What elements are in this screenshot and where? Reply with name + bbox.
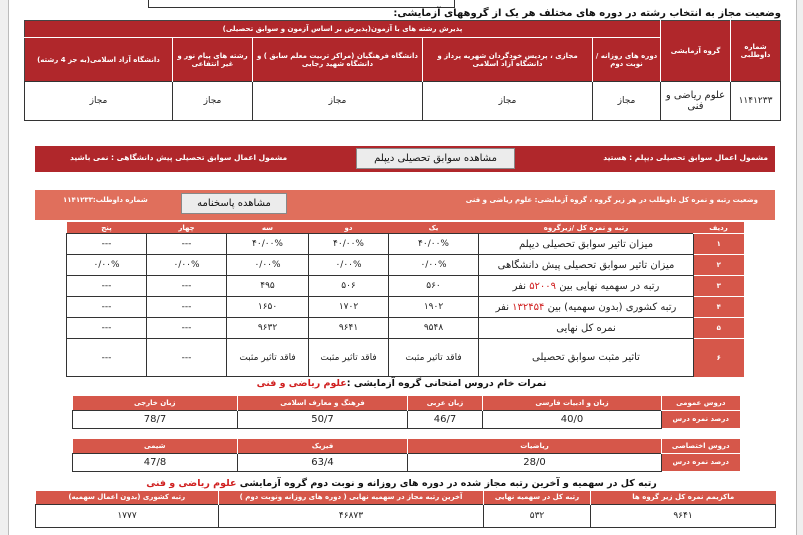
rank-header-1: یک — [389, 222, 479, 234]
header-code: شماره داوطلبی — [731, 21, 781, 82]
cell-daily: مجاز — [593, 82, 661, 121]
row-label — [479, 276, 694, 297]
row-label — [479, 297, 694, 318]
cell-farhangian: مجاز — [253, 82, 423, 121]
cell-payam-noor: مجاز — [173, 82, 253, 121]
rank-header-label: رتبه و نمره کل /زیرگروه — [479, 222, 694, 234]
row-value: --- — [147, 339, 227, 377]
row-value: --- — [67, 297, 147, 318]
row-label-post: نفر — [512, 280, 530, 292]
final-value: ۵۳۲ — [484, 504, 591, 527]
row-value: ۹۶۳۲ — [227, 318, 309, 339]
header-payam-noor: رشته های پیام نور و غیر انتفاعی — [173, 38, 253, 82]
percentage-label: درصد نمره درس — [662, 410, 740, 428]
row-number: ۶ — [694, 339, 744, 377]
row-value: ۹۶۴۱ — [309, 318, 389, 339]
final-value: ۹۶۴۱ — [591, 504, 776, 527]
general-courses-table — [72, 396, 739, 428]
rank-table — [66, 222, 743, 377]
row-value: --- — [67, 339, 147, 377]
final-header: آخرین رتبه مجاز در سهمیه نهایی ( دوره های روزانه ونوبت دوم ) — [219, 491, 484, 504]
row-value: --- — [147, 234, 227, 255]
subject-percent: 46/7 — [408, 410, 483, 428]
cell-group: علوم ریاضی و فنی — [661, 82, 731, 121]
rank-header-5: پنج — [67, 222, 147, 234]
final-value: ۱۷۷۷ — [36, 504, 219, 527]
row-value: ۵۰۶ — [309, 276, 389, 297]
table-row — [67, 297, 744, 318]
header-farhangian: دانشگاه فرهنگیان (مراکز تربیت معلم سابق ) و دانشگاه شهید رجایی — [253, 38, 423, 82]
subject-percent: 28/0 — [408, 453, 662, 471]
cell-azad: مجاز — [25, 82, 173, 121]
row-value: --- — [147, 318, 227, 339]
row-value: فاقد تاثیر مثبت — [389, 339, 479, 377]
table-row — [67, 234, 744, 255]
special-courses-table — [72, 439, 739, 471]
candidate-id-label: شماره داوطلب:۱۱۴۱۲۳۳ — [63, 196, 148, 204]
header-daily: دوره های روزانه / نوبت دوم — [593, 38, 661, 82]
row-label-pre: رتبه کشوری (بدون سهمیه) بین — [544, 301, 677, 313]
final-rank-title — [0, 478, 803, 489]
final-header: رتبه کشوری (بدون اعمال سهمیه) — [36, 491, 219, 504]
cell-virtual: مجاز — [423, 82, 593, 121]
row-value: --- — [147, 297, 227, 318]
view-answer-sheet-button[interactable]: مشاهده پاسخنامه — [181, 193, 287, 214]
subject-name: فرهنگ و معارف اسلامی — [238, 396, 408, 410]
row-value: ۰/۰۰% — [147, 255, 227, 276]
row-value: ۴۰/۰۰% — [389, 234, 479, 255]
rank-header-4: چهار — [147, 222, 227, 234]
final-value: ۴۶۸۷۳ — [219, 504, 484, 527]
row-value: ۴۰/۰۰% — [227, 234, 309, 255]
row-value: --- — [67, 234, 147, 255]
row-value: ۵۶۰ — [389, 276, 479, 297]
subject-percent: 40/0 — [483, 410, 662, 428]
row-label: نمره کل نهایی — [479, 318, 694, 339]
row-value: فاقد تاثیر مثبت — [227, 339, 309, 377]
row-value: ۱۹۰۲ — [389, 297, 479, 318]
header-azad: دانشگاه آزاد اسلامی(به جز 4 رشته) — [25, 38, 173, 82]
row-label: میزان تاثیر سوابق تحصیلی پیش دانشگاهی — [479, 255, 694, 276]
percentage-label: درصد نمره درس — [662, 453, 740, 471]
subject-name: فیزیک — [238, 439, 408, 453]
subject-percent: 63/4 — [238, 453, 408, 471]
row-value: ۰/۰۰% — [389, 255, 479, 276]
row-number: ۱ — [694, 234, 744, 255]
row-value: ۰/۰۰% — [309, 255, 389, 276]
row-value: --- — [67, 276, 147, 297]
view-diploma-records-button[interactable]: مشاهده سوابق تحصیلی دیپلم — [356, 148, 515, 169]
top-line: وضعیت مجاز به انتخاب رشته در دوره های مختلف هر یک از گروههای آزمایشی: — [393, 8, 781, 19]
general-courses-label: دروس عمومی — [662, 396, 740, 410]
row-label: تاثیر مثبت سوابق تحصیلی — [479, 339, 694, 377]
final-rank-title-text: رتبه کل در سهمیه و آخرین رتبه مجاز شده در دوره های روزانه و نوبت دوم گروه آزمایشی — [236, 478, 657, 489]
pre-university-records-label: مشمول اعمال سوابق تحصیلی پیش دانشگاهی : نمی باشید — [70, 153, 288, 162]
cell-code: ۱۱۴۱۲۳۳ — [731, 82, 781, 121]
row-label-post: نفر — [495, 301, 513, 313]
final-rank-table — [35, 491, 775, 527]
table-row — [67, 276, 744, 297]
subject-name: زبان عربی — [408, 396, 483, 410]
row-number: ۵ — [694, 318, 744, 339]
row-value: ۰/۰۰% — [227, 255, 309, 276]
row-label: میزان تاثیر سوابق تحصیلی دیپلم — [479, 234, 694, 255]
final-header: رتبه کل در سهمیه نهایی — [484, 491, 591, 504]
header-group: گروه آزمایشی — [661, 21, 731, 82]
row-value: --- — [147, 276, 227, 297]
table-row — [67, 339, 744, 377]
raw-scores-title — [0, 378, 803, 389]
row-value: ۴۹۵ — [227, 276, 309, 297]
row-value: ۰/۰۰% — [67, 255, 147, 276]
row-label-count: ۵۲۰۰۹ — [529, 280, 557, 292]
rank-section-header — [35, 190, 775, 220]
subject-name: زبان و ادبیات فارسی — [483, 396, 662, 410]
subject-name: شیمی — [73, 439, 238, 453]
final-header: ماکزیمم نمره کل زیر گروه ها — [591, 491, 776, 504]
rank-header-3: سه — [227, 222, 309, 234]
subject-name: ریاضیات — [408, 439, 662, 453]
special-courses-label: دروس اختصاصی — [662, 439, 740, 453]
row-number: ۲ — [694, 255, 744, 276]
row-number: ۴ — [694, 297, 744, 318]
subject-percent: 47/8 — [73, 453, 238, 471]
top-box — [148, 0, 455, 8]
rank-header-2: دو — [309, 222, 389, 234]
subject-percent: 78/7 — [73, 410, 238, 428]
row-value: --- — [67, 318, 147, 339]
subject-name: زبان خارجی — [73, 396, 238, 410]
row-label-pre: رتبه در سهمیه نهایی بین — [556, 280, 660, 292]
row-value: ۱۶۵۰ — [227, 297, 309, 318]
header-virtual: مجازی ، پردیس خودگردان شهریه پرداز و دانشگاه آزاد اسلامی — [423, 38, 593, 82]
diploma-records-label: مشمول اعمال سوابق تحصیلی دیپلم : هستید — [603, 153, 768, 162]
row-number: ۳ — [694, 276, 744, 297]
row-value: ۹۵۴۸ — [389, 318, 479, 339]
final-rank-group: علوم ریاضی و فنی — [146, 478, 237, 489]
row-value: فاقد تاثیر مثبت — [309, 339, 389, 377]
subject-percent: 50/7 — [238, 410, 408, 428]
row-label-count: ۱۳۲۴۵۴ — [512, 301, 545, 313]
row-value: ۴۰/۰۰% — [309, 234, 389, 255]
row-value: ۱۷۰۲ — [309, 297, 389, 318]
table-row — [67, 255, 744, 276]
header-super: پذیرش رشته های با آزمون(پذیرش بر اساس آزمون و سوابق تحصیلی) — [25, 21, 661, 38]
admission-table — [24, 20, 780, 120]
rank-header-row: ردیف — [694, 222, 744, 234]
table-row — [67, 318, 744, 339]
rank-section-title: وضعیت رتبه و نمره کل داوطلب در هر زیر گروه ، گروه آزمایشی: علوم ریاضی و فنی — [465, 196, 758, 204]
raw-scores-group: علوم ریاضی و فنی — [256, 378, 347, 389]
raw-scores-title-text: نمرات خام دروس امتحانی گروه آزمایشی : — [346, 378, 547, 389]
